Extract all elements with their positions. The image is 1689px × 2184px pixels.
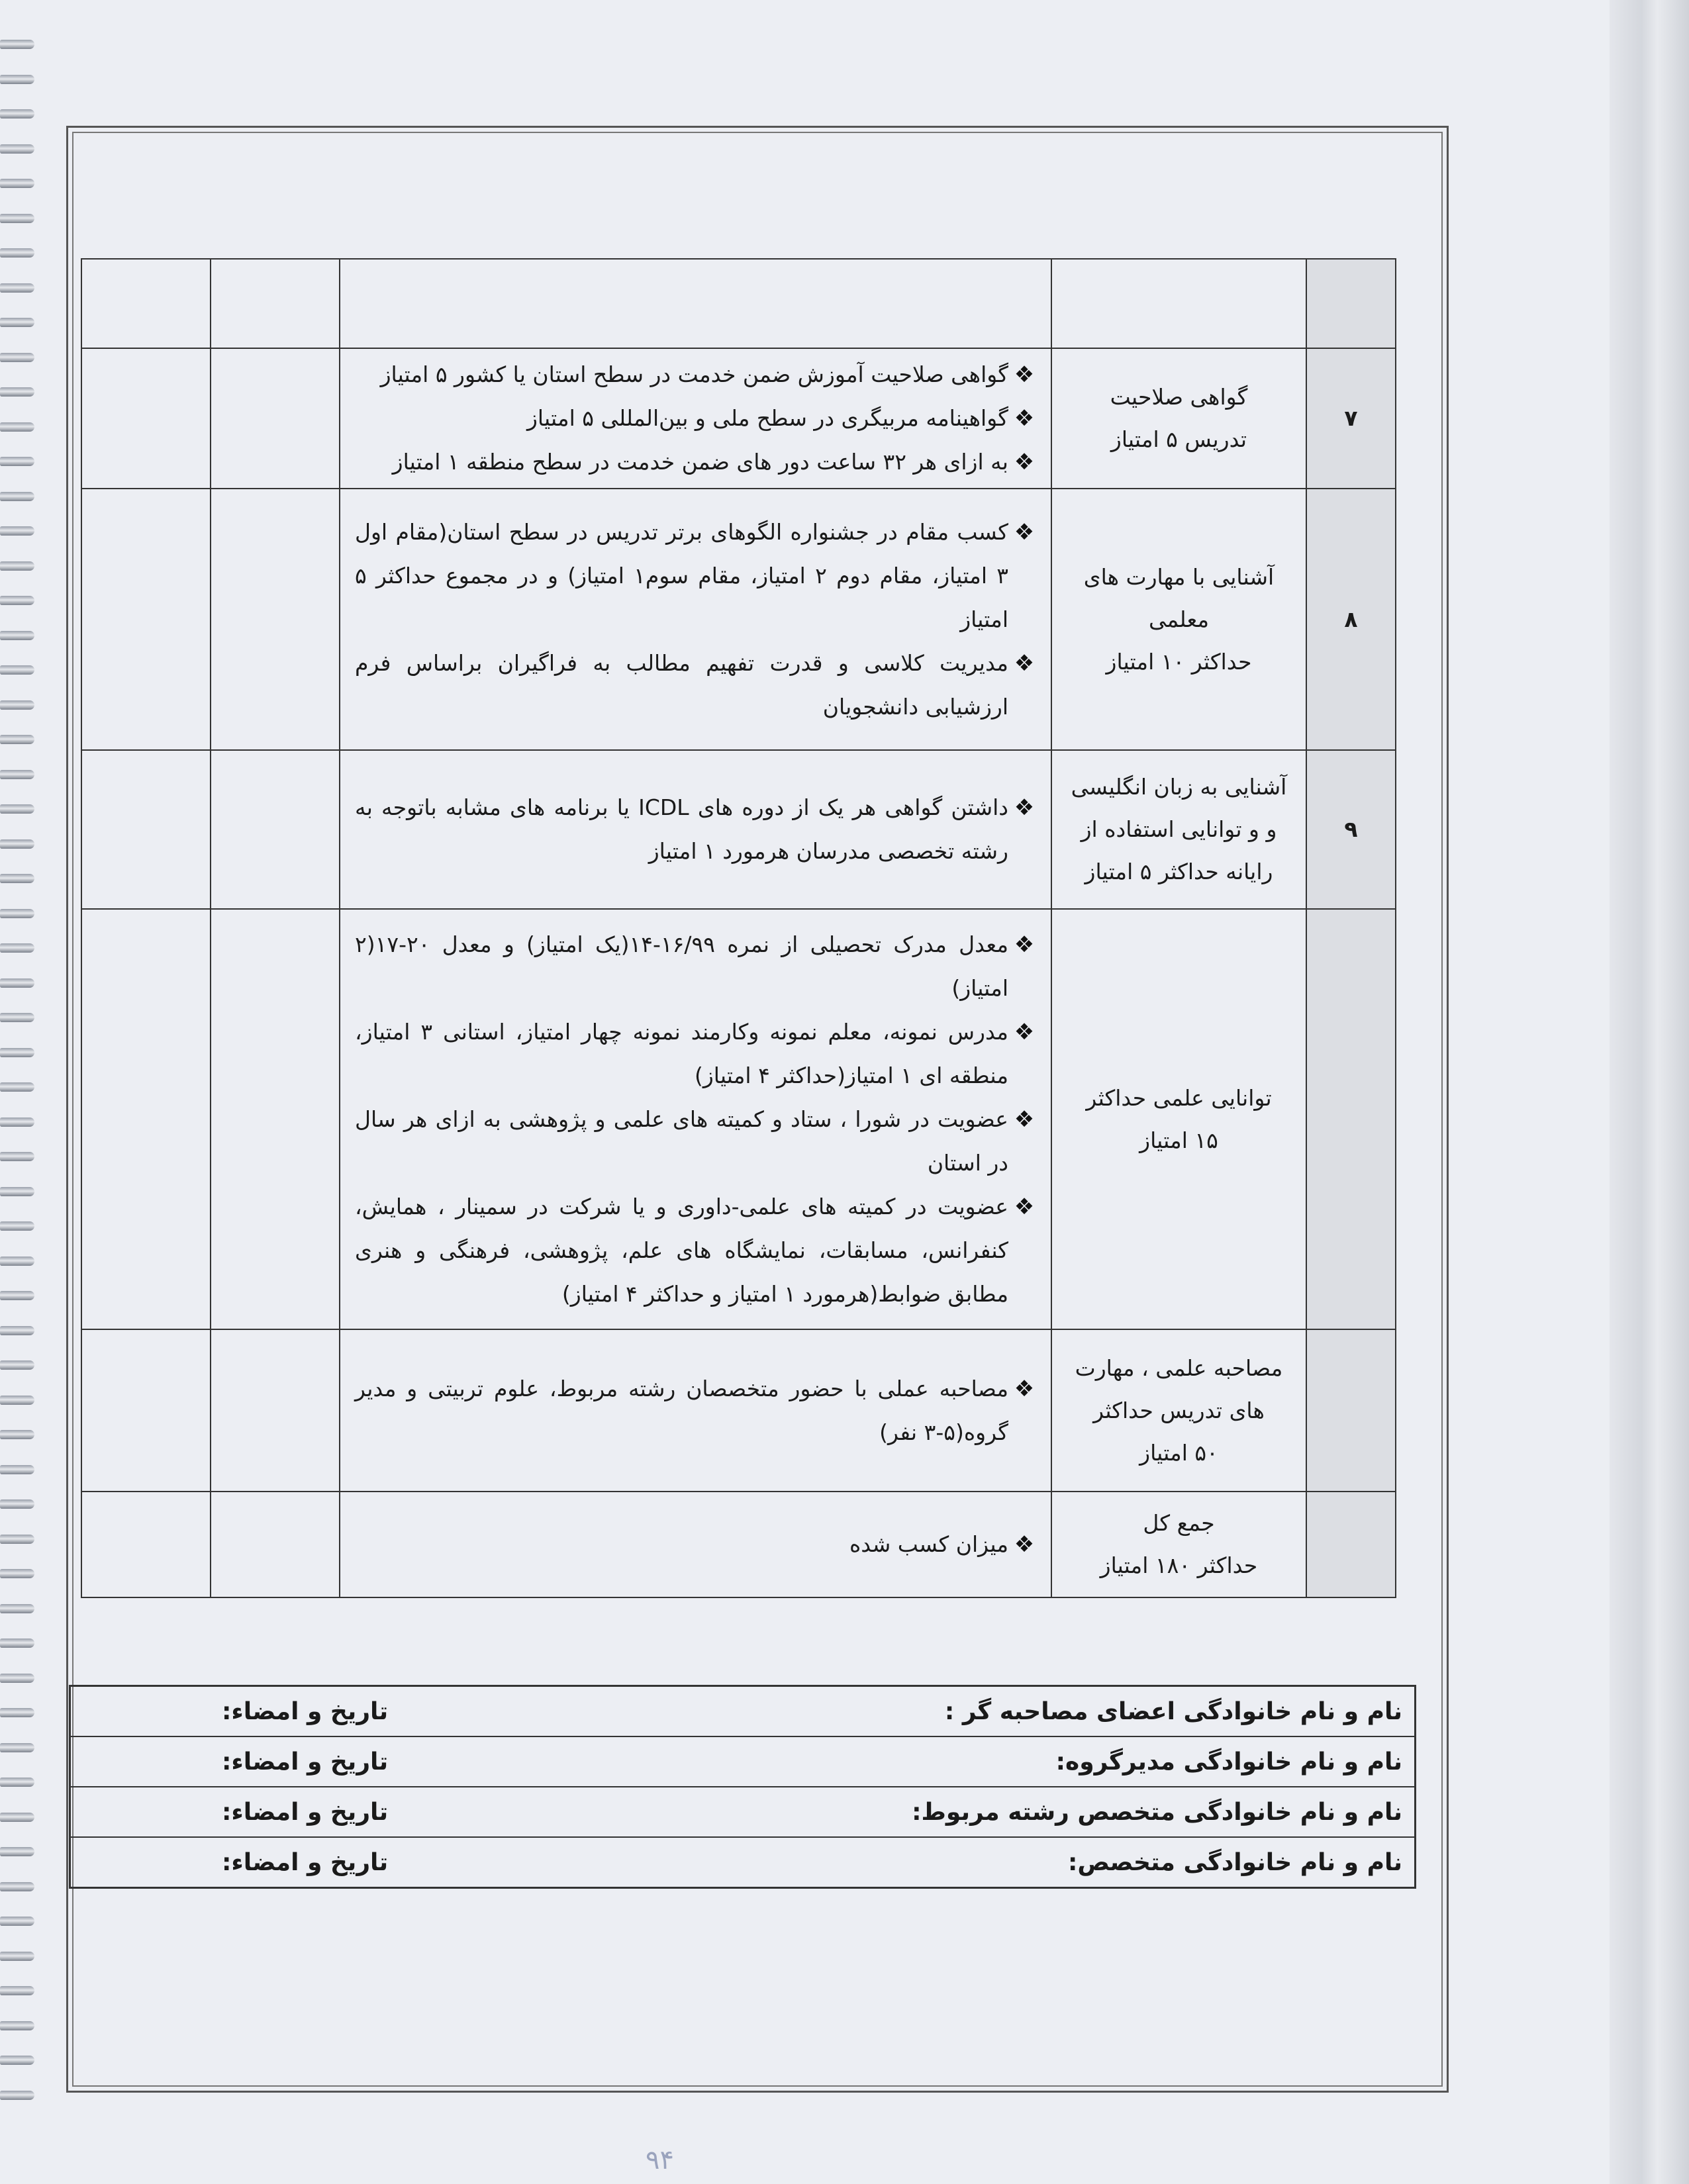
items-cell (340, 348, 1051, 489)
spiral-ring (0, 492, 34, 501)
criterion-cell (1051, 1329, 1306, 1492)
diamond-bullet-icon: ❖ (1014, 1193, 1035, 1220)
signature-row (70, 1837, 1416, 1888)
spiral-ring (0, 1360, 34, 1370)
spiral-ring (0, 2091, 34, 2100)
diamond-bullet-icon: ❖ (1014, 931, 1035, 958)
criterion-line: آشنایی به زبان انگلیسی (1071, 774, 1287, 800)
row-number (1306, 1492, 1396, 1597)
header-items-cell (340, 259, 1051, 348)
item-text: عضویت در کمیته های علمی-داوری و یا شرکت در سمینار ، همایش، کنفرانس، مسابقات، نمایشگاه های علم، پژوهشی، فرهنگی و هنری مطابق ضوابط(هرمورد ۱ امتیاز و حداکثر ۴ امتیاز) (355, 1193, 1008, 1307)
list-item (355, 641, 1040, 729)
spiral-ring (0, 839, 34, 849)
criterion-cell (1051, 489, 1306, 750)
criterion-cell (1051, 909, 1306, 1329)
header-score-cell-1 (211, 259, 340, 348)
spiral-ring (0, 109, 34, 119)
criterion-cell (1051, 1492, 1306, 1597)
spiral-ring (0, 387, 34, 397)
spiral-ring (0, 561, 34, 571)
items-cell (340, 1329, 1051, 1492)
item-text: گواهی صلاحیت آموزش ضمن خدمت در سطح استان یا کشور ۵ امتیاز (380, 361, 1008, 387)
spiral-ring (0, 1847, 34, 1856)
signature-date-label: تاریخ و امضاء: (222, 1848, 389, 1876)
signature-name-label: نام و نام خانوادگی مدیرگروه: (1055, 1748, 1402, 1776)
criterion-line: معلمی (1148, 606, 1210, 632)
table-row (81, 909, 1396, 1329)
list-item (355, 1523, 1040, 1566)
item-text: مدرس نمونه، معلم نمونه وکارمند نمونه چهار امتیاز، استانی ۳ امتیاز، منطقه ای ۱ امتیاز(حداکثر ۴ امتیاز) (355, 1018, 1008, 1088)
signature-cell (70, 1787, 1416, 1837)
spiral-ring (0, 526, 34, 536)
criterion-line: و و توانایی استفاده از (1081, 816, 1277, 842)
item-text: داشتن گواهی هر یک از دوره های ICDL یا برنامه های مشابه باتوجه به رشته تخصصی مدرسان هرمورد ۱ امتیاز (355, 794, 1009, 864)
table-row (81, 1329, 1396, 1492)
spiral-ring (0, 978, 34, 988)
criterion-line: حداکثر ۱۰ امتیاز (1106, 648, 1252, 675)
score-cell-1 (211, 348, 340, 489)
criterion-line: گواهی صلاحیت (1110, 384, 1248, 410)
item-text: میزان کسب شده (849, 1531, 1008, 1557)
page-number: ۹۴ (646, 2145, 674, 2175)
signature-row (70, 1787, 1416, 1837)
criterion-cell (1051, 348, 1306, 489)
score-cell-2 (81, 909, 211, 1329)
list-item (355, 1010, 1040, 1098)
item-text: گواهینامه مربیگری در سطح ملی و بین‌المللی ۵ امتیاز (527, 405, 1008, 431)
spiral-ring (0, 1674, 34, 1683)
spiral-ring (0, 1430, 34, 1439)
spiral-ring (0, 1638, 34, 1648)
criterion-line: ۱۵ امتیاز (1139, 1127, 1218, 1153)
row-number (1306, 1329, 1396, 1492)
criterion-cell (1051, 750, 1306, 909)
spiral-ring (0, 1082, 34, 1092)
criterion-line: جمع کل (1143, 1510, 1215, 1536)
score-cell-2 (81, 348, 211, 489)
spiral-ring (0, 943, 34, 953)
spiral-ring (0, 804, 34, 814)
diamond-bullet-icon: ❖ (1014, 1531, 1035, 1558)
spiral-ring (0, 1952, 34, 1961)
spiral-ring (0, 1013, 34, 1022)
spiral-ring (0, 1743, 34, 1752)
diamond-bullet-icon: ❖ (1014, 1375, 1035, 1402)
spiral-ring (0, 596, 34, 605)
spiral-ring (0, 1813, 34, 1822)
score-cell-1 (211, 1492, 340, 1597)
list-item (355, 397, 1040, 440)
spiral-ring (0, 909, 34, 918)
list-item (355, 353, 1040, 397)
table-row (81, 750, 1396, 909)
spiral-ring (0, 248, 34, 258)
spiral-ring (0, 700, 34, 710)
spiral-ring (0, 283, 34, 293)
row-number: ۷ (1306, 348, 1396, 489)
spiral-ring (0, 422, 34, 432)
spiral-ring (0, 631, 34, 640)
criteria-table (81, 258, 1396, 1598)
spiral-ring (0, 735, 34, 744)
diamond-bullet-icon: ❖ (1014, 449, 1035, 475)
signature-cell (70, 1736, 1416, 1787)
item-text: عضویت در شورا ، ستاد و کمیته های علمی و پژوهشی به ازای هر سال در استان (355, 1106, 1008, 1176)
diamond-bullet-icon: ❖ (1014, 649, 1035, 677)
row-number (1306, 909, 1396, 1329)
spiral-ring (0, 1117, 34, 1127)
score-cell-1 (211, 1329, 340, 1492)
spiral-ring (0, 874, 34, 883)
criterion-line: های تدریس حداکثر (1093, 1397, 1265, 1423)
criterion-line: ۵۰ امتیاز (1139, 1439, 1218, 1466)
items-cell (340, 750, 1051, 909)
items-cell (340, 489, 1051, 750)
signature-cell (70, 1686, 1416, 1737)
item-text: مدیریت کلاسی و قدرت تفهیم مطالب به فراگیران براساس فرم ارزشیابی دانشجویان (355, 649, 1008, 720)
spiral-ring (0, 353, 34, 362)
spiral-ring (0, 1048, 34, 1057)
signature-date-label: تاریخ و امضاء: (222, 1697, 389, 1725)
diamond-bullet-icon: ❖ (1014, 1018, 1035, 1045)
spiral-ring (0, 1986, 34, 1995)
score-cell-2 (81, 489, 211, 750)
signature-name-label: نام و نام خانوادگی متخصص رشته مربوط: (912, 1798, 1402, 1826)
criterion-line: مصاحبه علمی ، مهارت (1075, 1354, 1283, 1381)
criterion-line: حداکثر ۱۸۰ امتیاز (1100, 1552, 1258, 1578)
diamond-bullet-icon: ❖ (1014, 794, 1035, 821)
header-score-cell-2 (81, 259, 211, 348)
row-number: ۸ (1306, 489, 1396, 750)
spiral-ring (0, 214, 34, 223)
header-number-cell (1306, 259, 1396, 348)
signature-row (70, 1686, 1416, 1737)
list-item (355, 510, 1040, 641)
signature-name-label: نام و نام خانوادگی اعضای مصاحبه گر : (944, 1697, 1402, 1725)
diamond-bullet-icon: ❖ (1014, 518, 1035, 546)
table-row (81, 348, 1396, 489)
signature-row (70, 1736, 1416, 1787)
header-criterion-cell (1051, 259, 1306, 348)
score-cell-1 (211, 489, 340, 750)
spiral-ring (0, 75, 34, 84)
criterion-line: تدریس ۵ امتیاز (1110, 426, 1247, 452)
signature-cell (70, 1837, 1416, 1888)
spiral-ring (0, 1604, 34, 1613)
stacked-page-edges (1610, 0, 1689, 2184)
spiral-ring (0, 144, 34, 154)
score-cell-2 (81, 1329, 211, 1492)
item-text: به ازای هر ۳۲ ساعت دور های ضمن خدمت در سطح منطقه ۱ امتیاز (392, 449, 1008, 475)
item-text: کسب مقام در جشنواره الگوهای برتر تدریس در سطح استان(مقام اول ۳ امتیاز، مقام دوم ۲ امتیاز، مقام سوم۱ امتیاز) و در مجموع حداکثر ۵ امتیاز (355, 518, 1009, 632)
list-item (355, 1367, 1040, 1454)
spiral-ring (0, 1917, 34, 1926)
table-row (81, 489, 1396, 750)
spiral-ring (0, 179, 34, 188)
spiral-ring (0, 1882, 34, 1891)
spiral-ring (0, 318, 34, 327)
spiral-ring (0, 1499, 34, 1509)
row-number: ۹ (1306, 750, 1396, 909)
item-text: مصاحبه عملی با حضور متخصصان رشته مربوط، علوم تربیتی و مدیر گروه(۵-۳ نفر) (355, 1375, 1008, 1445)
diamond-bullet-icon: ❖ (1014, 361, 1035, 388)
score-cell-1 (211, 909, 340, 1329)
spiral-ring (0, 1569, 34, 1578)
list-item (355, 786, 1040, 873)
spiral-ring (0, 665, 34, 675)
diamond-bullet-icon: ❖ (1014, 405, 1035, 432)
score-cell-2 (81, 750, 211, 909)
signature-name-label: نام و نام خانوادگی متخصص: (1068, 1848, 1402, 1876)
criterion-line: توانایی علمی حداکثر (1086, 1084, 1272, 1111)
spiral-ring (0, 1708, 34, 1717)
spiral-ring (0, 40, 34, 49)
criterion-line: رایانه حداکثر ۵ امتیاز (1085, 859, 1273, 884)
spiral-ring (0, 1152, 34, 1161)
table-row (81, 1492, 1396, 1597)
spiral-ring (0, 1291, 34, 1300)
spiral-ring (0, 2021, 34, 2030)
list-item (355, 1185, 1040, 1316)
spiral-ring (0, 457, 34, 466)
score-cell-2 (81, 1492, 211, 1597)
item-text: معدل مدرک تحصیلی از نمره ۱۶/۹۹-۱۴(یک امتیاز) و معدل ۲۰-۱۷(۲ امتیاز) (355, 931, 1008, 1001)
list-item (355, 923, 1040, 1010)
spiral-ring (0, 1221, 34, 1231)
spiral-ring (0, 770, 34, 779)
spiral-ring (0, 1326, 34, 1335)
spiral-binding (0, 40, 40, 2158)
diamond-bullet-icon: ❖ (1014, 1106, 1035, 1133)
list-item (355, 1098, 1040, 1185)
spiral-ring (0, 1187, 34, 1196)
score-cell-1 (211, 750, 340, 909)
items-cell (340, 909, 1051, 1329)
spiral-ring (0, 1778, 34, 1787)
signature-date-label: تاریخ و امضاء: (222, 1748, 389, 1776)
items-cell (340, 1492, 1051, 1597)
criterion-line: آشنایی با مهارت های (1083, 563, 1275, 590)
signature-table (69, 1685, 1416, 1889)
spiral-ring (0, 1396, 34, 1405)
spiral-ring (0, 1257, 34, 1266)
spiral-ring (0, 1465, 34, 1474)
table-header-row (81, 259, 1396, 348)
list-item (355, 440, 1040, 484)
spiral-ring (0, 1535, 34, 1544)
spiral-ring (0, 2056, 34, 2065)
signature-date-label: تاریخ و امضاء: (222, 1798, 389, 1826)
